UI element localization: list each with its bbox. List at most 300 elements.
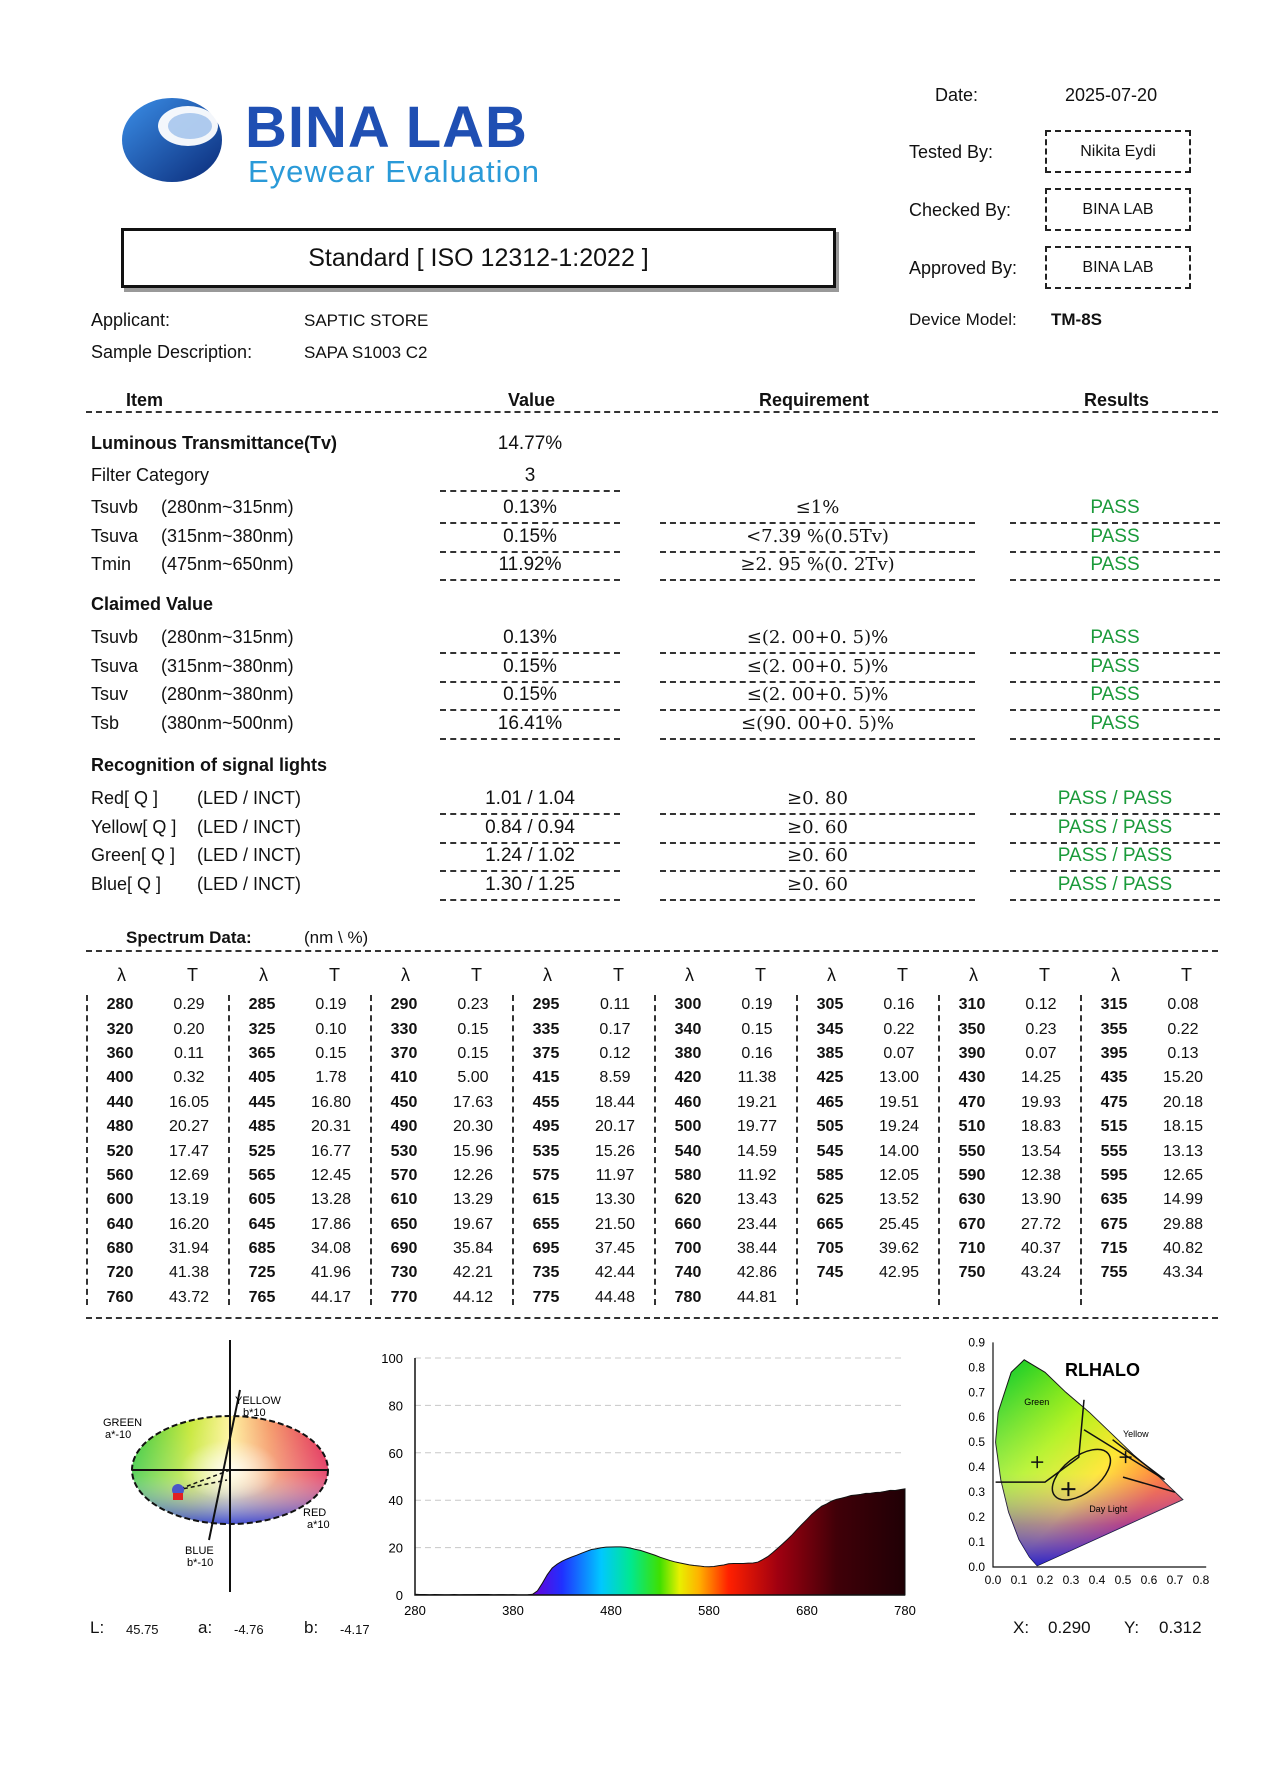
spectrum-column-header (512, 965, 654, 993)
transmittance: 43.34 (1162, 1264, 1204, 1282)
transmittance: 0.19 (315, 996, 347, 1014)
row-value: 0.13% (503, 497, 557, 518)
wavelength: 555 (1100, 1142, 1128, 1160)
row-range: (LED / INCT) (197, 845, 302, 866)
spectrum-row (796, 993, 938, 1017)
transmittance: 16.20 (168, 1215, 210, 1233)
spectrum-row (370, 993, 512, 1017)
cie-x-tick: 0.1 (1010, 1573, 1028, 1587)
filter-value: 3 (524, 465, 536, 486)
wavelength: 505 (816, 1118, 844, 1136)
transmittance: 0.15 (457, 1020, 489, 1038)
row-name: Tsuvb (91, 497, 139, 517)
spectrum-column (654, 965, 796, 1310)
transmittance: 13.54 (1020, 1142, 1062, 1160)
spectrum-row (654, 1139, 796, 1163)
transmittance: 12.05 (878, 1166, 920, 1184)
t-header: T (329, 965, 340, 985)
spectrum-row (1080, 1091, 1222, 1115)
spectrum-row (654, 1164, 796, 1188)
spectrum-column-divider (86, 995, 88, 1305)
spectrum-row (370, 1115, 512, 1139)
spectrum-row (512, 1188, 654, 1212)
wavelength: 655 (532, 1215, 560, 1233)
transmittance: 13.19 (168, 1191, 210, 1209)
spectrum-row (228, 1066, 370, 1090)
wavelength: 630 (958, 1191, 986, 1209)
transmittance: 0.12 (1025, 996, 1057, 1014)
transmittance: 18.83 (1020, 1118, 1062, 1136)
wavelength: 665 (816, 1215, 844, 1233)
spectrum-row (512, 1237, 654, 1261)
row-range: (LED / INCT) (197, 788, 302, 808)
spectrum-row (938, 1115, 1080, 1139)
wavelength: 745 (816, 1264, 844, 1282)
transmittance: 35.84 (452, 1240, 494, 1258)
row-range: (315nm~380nm) (161, 655, 294, 676)
sphere-yellow: YELLOW (235, 1395, 281, 1407)
wavelength: 540 (674, 1142, 702, 1160)
spectrum-row (796, 1188, 938, 1212)
wavelength: 715 (1100, 1240, 1128, 1258)
spectrum-row (796, 1237, 938, 1261)
spectrum-row (938, 1188, 1080, 1212)
wavelength: 340 (674, 1020, 702, 1038)
spectrum-row (512, 1042, 654, 1066)
checked-box (1045, 188, 1191, 231)
transmittance: 0.11 (174, 1044, 204, 1062)
row-value: 11.92% (498, 554, 562, 576)
wavelength: 670 (958, 1215, 986, 1233)
spectrum-column (512, 965, 654, 1310)
spectrum-row (654, 993, 796, 1017)
spectrum-row (938, 1213, 1080, 1237)
row-name: Tmin (91, 554, 131, 575)
wavelength: 710 (958, 1240, 986, 1258)
wavelength: 525 (248, 1142, 276, 1160)
spectrum-row (796, 1164, 938, 1188)
spectrum-column (938, 965, 1080, 1286)
t-header: T (187, 965, 198, 985)
spectrum-row (654, 1115, 796, 1139)
spectrum-row (796, 1017, 938, 1041)
y-tick-label: 0 (395, 1588, 403, 1603)
wavelength: 570 (390, 1166, 418, 1184)
transmittance: 0.15 (315, 1044, 347, 1062)
row-requirement-underline (660, 738, 975, 740)
lab-b-label: b: (304, 1618, 319, 1637)
transmittance: 0.32 (173, 1069, 205, 1087)
lambda-header: λ (827, 965, 836, 985)
row-requirement: ≤(2. 00+0. 5)% (746, 684, 889, 706)
date-value: 2025-07-20 (1065, 85, 1158, 105)
transmittance: 0.07 (883, 1044, 915, 1062)
spectrum-row (796, 1213, 938, 1237)
wavelength: 395 (1100, 1044, 1128, 1062)
spectrum-row (796, 1042, 938, 1066)
spectrum-row (370, 1164, 512, 1188)
transmittance: 0.17 (599, 1020, 631, 1038)
wavelength: 400 (106, 1069, 134, 1087)
transmittance: 11.92 (737, 1166, 777, 1184)
cie-chart (955, 1335, 1210, 1605)
spectrum-row (228, 1164, 370, 1188)
spectrum-column-header (654, 965, 796, 993)
cie-y-tick: 0.7 (968, 1385, 985, 1400)
cie-y-label: Y: (1124, 1618, 1140, 1637)
device-value: TM-8S (1051, 310, 1102, 329)
transmittance: 44.48 (594, 1288, 636, 1306)
spectrum-row (370, 1139, 512, 1163)
row-result: PASS (1090, 627, 1140, 648)
row-value-underline (440, 579, 620, 581)
standard-text: Standard [ ISO 12312-1:2022 ] (308, 243, 649, 272)
transmittance: 13.90 (1020, 1191, 1062, 1209)
x-tick-label: 280 (404, 1603, 426, 1618)
row-result: PASS (1090, 554, 1140, 576)
t-header: T (1039, 965, 1050, 985)
transmittance: 27.72 (1020, 1215, 1062, 1233)
spectrum-row (938, 1066, 1080, 1090)
transmittance: 0.10 (315, 1020, 347, 1038)
wavelength: 640 (106, 1215, 134, 1233)
transmittance: 19.51 (878, 1093, 920, 1111)
wavelength: 495 (532, 1118, 560, 1136)
row-requirement: ≥0. 60 (787, 816, 848, 838)
wavelength: 300 (674, 996, 702, 1014)
wavelength: 740 (674, 1264, 702, 1282)
spectrum-column-divider (654, 995, 656, 1305)
wavelength: 635 (1100, 1191, 1128, 1209)
row-value: 0.84 / 0.94 (485, 816, 575, 838)
wavelength: 360 (106, 1044, 134, 1062)
wavelength: 580 (674, 1166, 702, 1184)
row-result-underline (1010, 522, 1220, 524)
wavelength: 720 (106, 1264, 134, 1282)
row-value: 0.15% (503, 525, 557, 547)
approved-box (1045, 246, 1191, 289)
transmittance: 13.29 (452, 1191, 494, 1209)
logo-subtitle: Eyewear Evaluation (248, 154, 540, 189)
wavelength: 460 (674, 1093, 702, 1111)
transmittance: 0.23 (1025, 1020, 1057, 1038)
transmittance: 15.96 (452, 1142, 494, 1160)
spectrum-row (228, 1261, 370, 1285)
row-result: PASS / PASS (1057, 788, 1173, 809)
tested-box (1045, 130, 1191, 173)
row-name: Yellow[ Q ] (91, 816, 177, 837)
wavelength: 685 (248, 1240, 276, 1258)
spectrum-row (228, 1139, 370, 1163)
cie-y-tick: 0.3 (968, 1485, 985, 1500)
row-requirement-underline (660, 870, 975, 872)
row-result-underline (1010, 870, 1220, 872)
row-result-underline (1010, 899, 1220, 901)
wavelength: 680 (106, 1240, 134, 1258)
transmittance: 19.77 (736, 1118, 778, 1136)
spectrum-row (512, 1066, 654, 1090)
transmittance: 13.28 (310, 1191, 352, 1209)
wavelength: 660 (674, 1215, 702, 1233)
wavelength: 380 (674, 1044, 702, 1062)
spectrum-chart (370, 1340, 930, 1640)
wavelength: 370 (390, 1044, 418, 1062)
spectrum-bottom-divider (86, 1317, 1218, 1319)
row-result: PASS / PASS (1057, 816, 1173, 838)
col-item: Item (126, 390, 164, 410)
transmittance: 17.63 (452, 1093, 494, 1111)
claimed-label: Claimed Value (91, 594, 214, 614)
spectrum-column-divider (796, 995, 798, 1305)
row-requirement-underline (660, 899, 975, 901)
spectrum-row (86, 1115, 228, 1139)
cie-x-tick: 0.8 (1192, 1573, 1210, 1587)
row-range: (LED / INCT) (197, 873, 302, 894)
spectrum-title: Spectrum Data: (126, 928, 252, 947)
row-result: PASS (1090, 497, 1140, 518)
spectrum-row (654, 1042, 796, 1066)
spectrum-row (938, 1017, 1080, 1041)
spectrum-row (86, 1237, 228, 1261)
transmittance: 17.86 (310, 1215, 352, 1233)
applicant-label: Applicant: (91, 310, 171, 330)
t-header: T (613, 965, 624, 985)
row-requirement: ≤1% (795, 497, 840, 518)
col-results: Results (1084, 390, 1150, 410)
wavelength: 520 (106, 1142, 134, 1160)
row-range: (315nm~380nm) (161, 525, 294, 546)
wavelength: 325 (248, 1020, 276, 1038)
cie-x-tick: 0.6 (1140, 1573, 1158, 1587)
transmittance: 13.52 (878, 1191, 920, 1209)
row-requirement: ≤(90. 00+0. 5)% (741, 712, 894, 734)
row-result-underline (1010, 681, 1220, 683)
wavelength: 575 (532, 1166, 560, 1184)
wavelength: 465 (816, 1093, 844, 1111)
transmittance: 44.17 (310, 1288, 352, 1306)
wavelength: 675 (1100, 1215, 1128, 1233)
spectrum-row (370, 1017, 512, 1041)
cie-x-value: 0.290 (1048, 1618, 1091, 1637)
wavelength: 455 (532, 1093, 560, 1111)
spectrum-row (654, 1286, 796, 1310)
tested-label: Tested By: (909, 142, 994, 162)
row-result-underline (1010, 813, 1220, 815)
spectrum-column (796, 965, 938, 1286)
transmittance: 44.12 (452, 1288, 494, 1306)
row-result: PASS (1090, 712, 1140, 734)
spectrum-row (796, 1091, 938, 1115)
wavelength: 450 (390, 1093, 418, 1111)
transmittance: 1.78 (315, 1069, 347, 1087)
spectrum-column-header (938, 965, 1080, 993)
spectrum-row (512, 1091, 654, 1115)
spectrum-row (86, 1066, 228, 1090)
spectrum-column (86, 965, 228, 1310)
spectrum-row (86, 1188, 228, 1212)
wavelength: 565 (248, 1166, 276, 1184)
wavelength: 290 (390, 996, 418, 1014)
row-value: 1.01 / 1.04 (485, 788, 575, 809)
transmittance: 15.26 (594, 1142, 636, 1160)
spectrum-row (512, 1286, 654, 1310)
wavelength: 645 (248, 1215, 276, 1233)
lab-L-value: 45.75 (126, 1622, 159, 1637)
spectrum-row (228, 1213, 370, 1237)
spectrum-row (370, 1066, 512, 1090)
transmittance: 42.21 (452, 1264, 494, 1282)
wavelength: 620 (674, 1191, 702, 1209)
row-result-underline (1010, 579, 1220, 581)
transmittance: 0.08 (1167, 996, 1199, 1014)
transmittance: 0.23 (457, 996, 489, 1014)
spectrum-row (1080, 1213, 1222, 1237)
lambda-header: λ (401, 965, 410, 985)
lab-a-label: a: (198, 1618, 213, 1637)
cie-yellow-label: Yellow (1123, 1429, 1149, 1440)
transmittance: 38.44 (736, 1240, 778, 1258)
wavelength: 475 (1100, 1093, 1128, 1111)
wavelength: 730 (390, 1264, 418, 1282)
cie-green-label: Green (1024, 1396, 1050, 1407)
col-value: Value (508, 390, 556, 410)
cie-x-tick: 0.7 (1166, 1573, 1184, 1587)
row-requirement-underline (660, 842, 975, 844)
transmittance: 0.16 (883, 996, 915, 1014)
wavelength: 320 (106, 1020, 134, 1038)
row-requirement: ≤(2. 00+0. 5)% (746, 655, 889, 677)
cie-y-tick: 0.1 (968, 1535, 985, 1550)
logo (120, 92, 600, 192)
sphere-green-sub: a*-10 (105, 1429, 132, 1441)
transmittance: 21.50 (594, 1215, 636, 1233)
spectrum-row (86, 1286, 228, 1310)
wavelength: 435 (1100, 1069, 1128, 1087)
y-tick-label: 100 (381, 1351, 403, 1366)
transmittance: 14.99 (1162, 1191, 1204, 1209)
row-name: Tsuva (91, 655, 139, 676)
transmittance: 8.59 (599, 1069, 631, 1087)
wavelength: 335 (532, 1020, 560, 1038)
spectrum-row (228, 1237, 370, 1261)
transmittance: 0.16 (741, 1044, 773, 1062)
wavelength: 615 (532, 1191, 560, 1209)
sphere-red-sub: a*10 (307, 1519, 330, 1531)
wavelength: 780 (674, 1288, 702, 1306)
x-tick-label: 680 (796, 1603, 818, 1618)
cie-title: RLHALO (1065, 1360, 1140, 1380)
spectrum-row (228, 1286, 370, 1310)
lambda-header: λ (259, 965, 268, 985)
spectrum-row (1080, 1017, 1222, 1041)
lambda-header: λ (969, 965, 978, 985)
wavelength: 355 (1100, 1020, 1128, 1038)
transmittance: 20.30 (452, 1118, 494, 1136)
transmittance: 16.77 (310, 1142, 352, 1160)
row-value-underline (440, 681, 620, 683)
transmittance: 0.11 (600, 996, 630, 1014)
color-sphere-chart (95, 1340, 355, 1600)
wavelength: 760 (106, 1288, 134, 1306)
spectrum-row (938, 1042, 1080, 1066)
x-tick-label: 480 (600, 1603, 622, 1618)
row-value-underline (440, 738, 620, 740)
wavelength: 515 (1100, 1118, 1128, 1136)
row-value: 0.15% (503, 684, 557, 706)
transmittance: 41.96 (310, 1264, 352, 1282)
spectrum-row (1080, 1115, 1222, 1139)
wavelength: 545 (816, 1142, 844, 1160)
row-requirement: ≥2. 95 %(0. 2Tv) (740, 554, 895, 576)
wavelength: 470 (958, 1093, 986, 1111)
approved-label: Approved By: (909, 258, 1018, 278)
wavelength: 305 (816, 996, 844, 1014)
wavelength: 765 (248, 1288, 276, 1306)
sample-value: SAPA S1003 C2 (304, 343, 428, 362)
transmittance: 13.13 (1162, 1142, 1204, 1160)
row-range: (475nm~650nm) (161, 554, 294, 575)
row-result: PASS / PASS (1057, 845, 1173, 867)
transmittance: 14.00 (878, 1142, 920, 1160)
row-requirement: ≤(2. 00+0. 5)% (746, 627, 889, 648)
sphere-green: GREEN (103, 1417, 143, 1429)
row-result: PASS (1090, 684, 1140, 706)
wavelength: 375 (532, 1044, 560, 1062)
wavelength: 610 (390, 1191, 418, 1209)
spectrum-column (228, 965, 370, 1310)
wavelength: 445 (248, 1093, 276, 1111)
spectrum-row (1080, 1261, 1222, 1285)
wavelength: 405 (248, 1069, 276, 1087)
spectrum-row (796, 1115, 938, 1139)
wavelength: 480 (106, 1118, 134, 1136)
transmittance: 19.24 (878, 1118, 920, 1136)
lab-a-value: -4.76 (234, 1622, 264, 1637)
lambda-header: λ (117, 965, 126, 985)
wavelength: 415 (532, 1069, 560, 1087)
spectrum-row (512, 1115, 654, 1139)
y-tick-label: 20 (388, 1540, 403, 1556)
transmittance: 18.15 (1162, 1118, 1204, 1136)
wavelength: 625 (816, 1191, 844, 1209)
t-header: T (1181, 965, 1192, 985)
wavelength: 605 (248, 1191, 276, 1209)
transmittance: 34.08 (310, 1240, 352, 1258)
spectrum-column-header (86, 965, 228, 993)
spectrum-row (654, 1188, 796, 1212)
spectrum-row (938, 1139, 1080, 1163)
row-range: (280nm~315nm) (161, 627, 294, 647)
spectrum-row (654, 1017, 796, 1041)
spectrum-row (1080, 1139, 1222, 1163)
transmittance: 11.97 (595, 1166, 635, 1184)
transmittance: 40.37 (1020, 1240, 1062, 1258)
spectrum-row (654, 1237, 796, 1261)
transmittance: 0.20 (173, 1020, 205, 1038)
spectrum-column-header (228, 965, 370, 993)
row-value: 1.30 / 1.25 (485, 873, 575, 895)
transmittance: 0.07 (1025, 1044, 1057, 1062)
device-label: Device Model: (909, 310, 1017, 329)
transmittance: 31.94 (168, 1240, 210, 1258)
spectrum-row (512, 1017, 654, 1041)
wavelength: 590 (958, 1166, 986, 1184)
lambda-header: λ (685, 965, 694, 985)
cie-y-tick: 0.4 (968, 1460, 985, 1475)
wavelength: 755 (1100, 1264, 1128, 1282)
spectrum-row (1080, 993, 1222, 1017)
transmittance: 15.20 (1162, 1069, 1204, 1087)
